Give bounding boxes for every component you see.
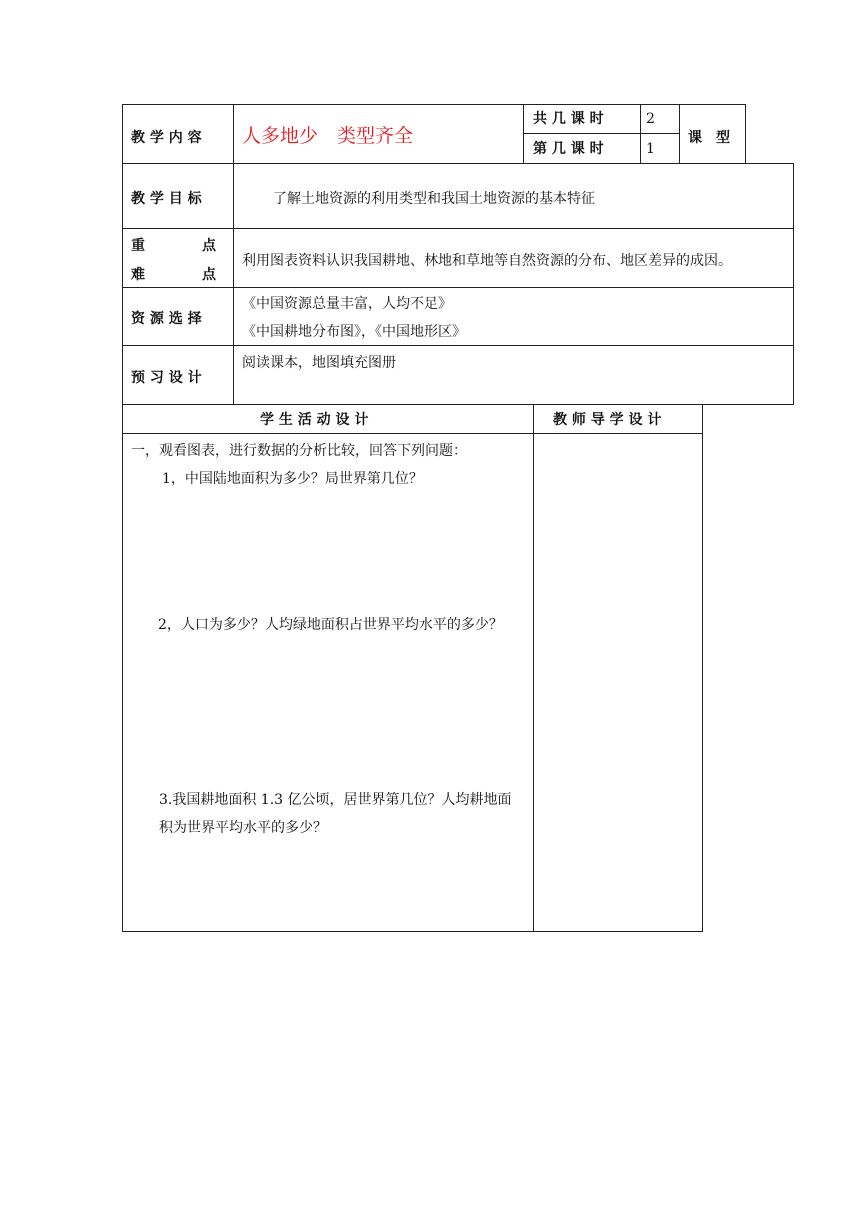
border-line	[122, 163, 793, 164]
border-line	[523, 104, 524, 164]
border-line	[523, 133, 679, 134]
border-line	[122, 228, 793, 229]
border-line	[122, 104, 745, 105]
border-line	[679, 104, 680, 164]
resources-line-2: 《中国耕地分布图》，《中国地形区》	[242, 324, 466, 340]
difficulty-label-a: 难	[131, 267, 145, 283]
border-line	[233, 104, 234, 405]
border-line	[640, 104, 641, 164]
border-line	[745, 104, 746, 164]
border-line	[122, 433, 702, 434]
border-line	[122, 404, 793, 405]
total-periods-value: 2	[646, 111, 655, 127]
student-activity-header: 学 生 活 动 设 计	[260, 412, 369, 428]
activity-intro: 一，观看图表，进行数据的分析比较，回答下列问题：	[131, 443, 467, 459]
period-number-value: 1	[646, 141, 655, 157]
teacher-guidance-header: 教 师 导 学 设 计	[553, 412, 662, 428]
border-line	[122, 104, 123, 932]
content-label: 教 学 内 容	[131, 130, 202, 146]
lesson-type-label: 课 型	[688, 130, 730, 146]
preview-text: 阅读课本，地图填充图册	[242, 355, 396, 371]
border-line	[122, 287, 793, 288]
question-1: 1，中国陆地面积为多少？局世界第几位？	[162, 471, 423, 487]
border-line	[793, 163, 794, 405]
border-line	[533, 404, 534, 932]
resources-label: 资 源 选 择	[131, 311, 202, 327]
objectives-text: 了解土地资源的利用类型和我国土地资源的基本特征	[273, 191, 595, 207]
key-points-text: 利用图表资料认识我国耕地、林地和草地等自然资源的分布、地区差异的成因。	[242, 253, 732, 269]
key-points-label-b: 点	[202, 238, 216, 254]
period-number-label: 第 几 课 时	[533, 141, 604, 157]
border-line	[122, 345, 793, 346]
resources-line-1: 《中国资源总量丰富，人均不足》	[242, 296, 452, 312]
question-2: 2，人口为多少？人均绿地面积占世界平均水平的多少？	[158, 617, 503, 633]
question-3-line-1: 3.我国耕地面积 1.3 亿公顷，居世界第几位？人均耕地面	[159, 792, 512, 808]
key-points-label-a: 重	[131, 238, 145, 254]
total-periods-label: 共 几 课 时	[533, 111, 604, 127]
difficulty-label-b: 点	[202, 267, 216, 283]
preview-label: 预 习 设 计	[131, 370, 202, 386]
question-3-line-2: 积为世界平均水平的多少？	[159, 820, 327, 836]
objectives-label: 教 学 目 标	[131, 191, 202, 207]
border-line	[702, 404, 703, 932]
lesson-title: 人多地少 类型齐全	[242, 125, 414, 147]
border-line	[122, 931, 702, 932]
